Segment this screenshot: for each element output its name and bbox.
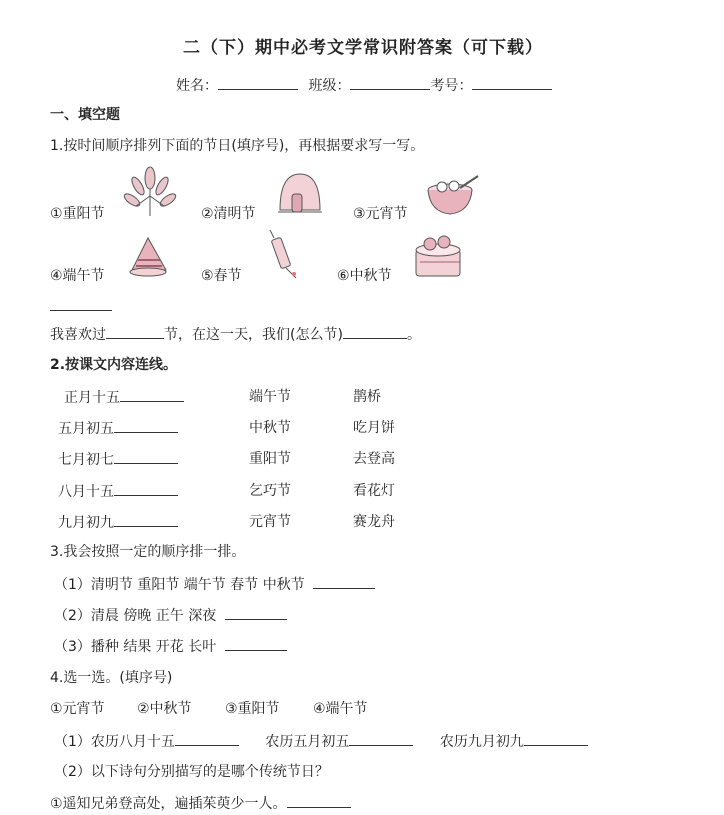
answer-blank[interactable] [225,605,287,620]
custom-item: 去登高 [353,451,395,467]
exam-label: 考号： [430,78,473,94]
custom-item: 吃月饼 [353,420,395,436]
order-item-1: （1）清明节 重阳节 端午节 春节 中秋节 [54,574,375,595]
question-3: 3.我会按照一定的顺序排一排。 [50,544,246,560]
custom-item: 看花灯 [353,483,395,499]
date-item: 正月十五 [64,387,184,408]
question-1: 1.按时间顺序排列下面的节日(填序号)，再根据要求写一写。 [50,138,425,154]
option-4: ④端午节 [313,701,368,717]
sentence-part-c: 。 [406,327,421,343]
custom-item: 赛龙舟 [353,514,395,530]
sentence-part-b: 节，在这一天，我们(怎么节) [164,327,343,343]
answer-blank[interactable] [287,793,351,808]
festival-option-5: ⑤春节 [201,268,242,284]
sub-question-2: （2）以下诗句分别描写的是哪个传统节日？ [54,764,329,780]
section-heading: 一、填空题 [50,107,120,123]
question-4: 4.选一选。(填序号) [50,670,173,686]
festival-option-1: ①重阳节 [50,206,105,222]
zongzi-icon [126,234,172,278]
tangyuan-bowl-icon [424,172,480,220]
favorite-festival-sentence [50,324,421,345]
festival-item: 元宵节 [249,514,291,530]
wheat-icon [122,166,178,218]
festival-blank[interactable] [106,324,164,339]
date-item: 五月初五 [58,418,178,439]
poem-item-1: ①遥知兄弟登高处，遍插茱萸少一人。 [50,793,351,814]
sentence-part-a: 我喜欢过 [50,327,106,343]
date-item: 八月十五 [58,481,178,502]
festival-item: 中秋节 [249,420,291,436]
festival-option-2: ②清明节 [201,206,256,222]
student-info [176,75,552,96]
sub-question-1: （1）农历八月十五 农历五月初五 农历九月初九 [54,731,588,752]
tomb-icon [276,170,324,216]
festival-item: 乞巧节 [249,483,291,499]
festival-item: 重阳节 [249,451,291,467]
option-1: ①元宵节 [50,701,105,717]
answer-blank[interactable] [313,574,375,589]
order-answer[interactable] [50,296,112,317]
answer-blank[interactable] [349,731,413,746]
class-blank[interactable] [350,75,430,90]
exam-blank[interactable] [472,75,552,90]
class-label: 班级： [308,78,351,94]
page-title: 二（下）期中必考文学常识附答案（可下载） [183,38,543,58]
answer-blank[interactable] [175,731,239,746]
custom-item: 鹊桥 [353,389,381,405]
festival-option-3: ③元宵节 [353,206,408,222]
order-item-2: （2）清晨 傍晚 正午 深夜 [54,605,287,626]
firecracker-icon [268,228,300,280]
festival-option-4: ④端午节 [50,268,105,284]
answer-blank[interactable] [524,731,588,746]
answer-blank[interactable] [225,636,287,651]
question-2: 2.按课文内容连线。 [50,357,178,373]
festival-item: 端午节 [249,389,291,405]
date-item: 七月初七 [58,449,178,470]
option-3: ③重阳节 [225,701,280,717]
name-label: 姓名： [176,78,218,94]
date-item: 九月初九 [58,512,178,533]
mooncake-box-icon [412,234,468,280]
festival-option-6: ⑥中秋节 [337,268,392,284]
order-item-3: （3）播种 结果 开花 长叶 [54,636,287,657]
option-2: ②中秋节 [137,701,192,717]
name-blank[interactable] [218,75,298,90]
celebration-blank[interactable] [343,324,407,339]
